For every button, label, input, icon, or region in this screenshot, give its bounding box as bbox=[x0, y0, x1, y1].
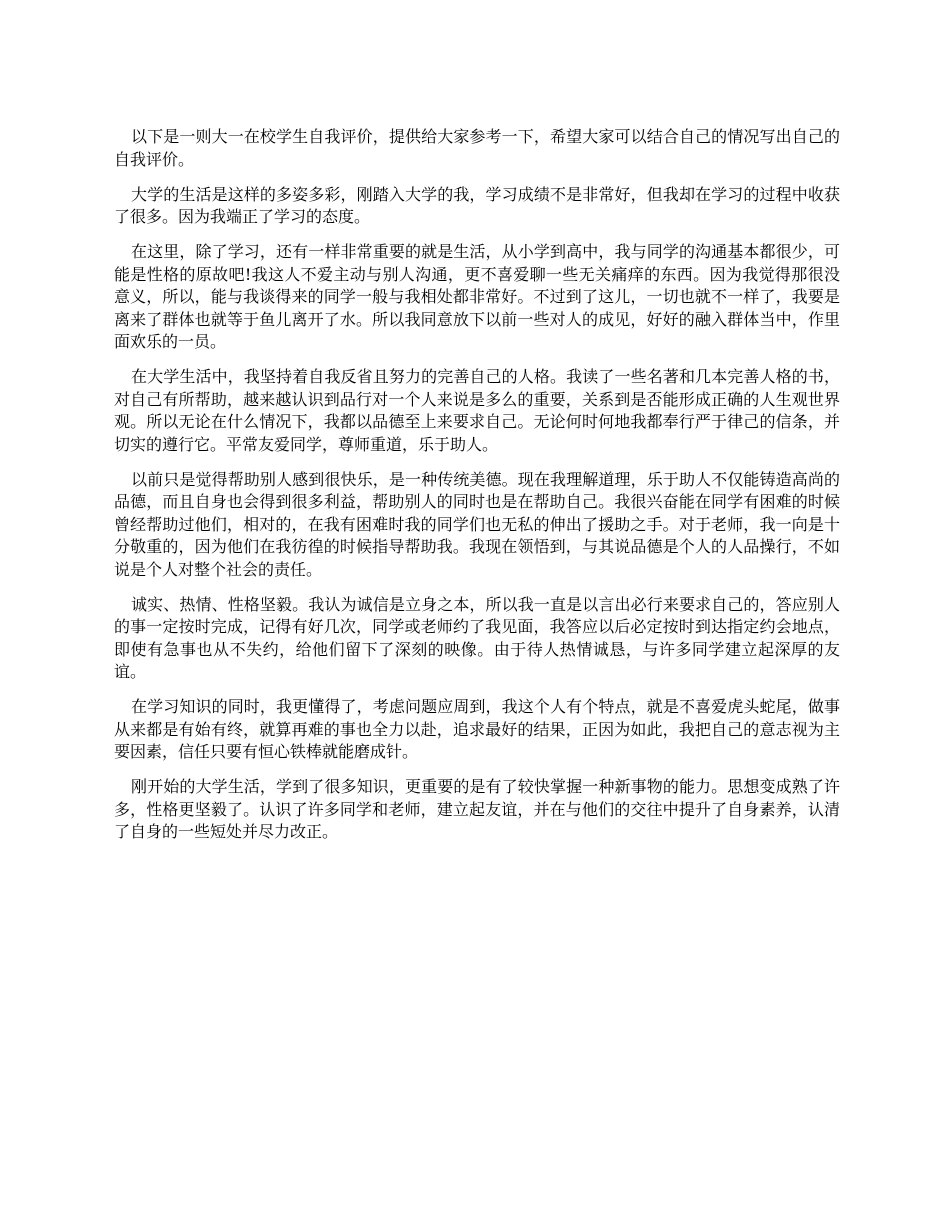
paragraph-conclusion: 刚开始的大学生活，学到了很多知识，更重要的是有了较快掌握一种新事物的能力。思想变成熟了许多，性格更坚毅了。认识了许多同学和老师，建立起友谊，并在与他们的交往中提升了自身素养，认清了自身的一些短处并尽力改正。 bbox=[114, 777, 840, 841]
document-body bbox=[114, 126, 840, 856]
paragraph-perseverance: 在学习知识的同时，我更懂得了，考虑问题应周到，我这个人有个特点，就是不喜爱虎头蛇尾，做事从来都是有始有终，就算再难的事也全力以赴，追求最好的结果，正因为如此，我把自己的意志视为主要因素，信任只要有恒心铁棒就能磨成针。 bbox=[114, 697, 840, 761]
paragraph-helping-others: 以前只是觉得帮助别人感到很快乐，是一种传统美德。现在我理解道理，乐于助人不仅能铸造高尚的品德，而且自身也会得到很多利益，帮助别人的同时也是在帮助自己。我很兴奋能在同学有困难的时候曾经帮助过他们，相对的，在我有困难时我的同学们也无私的伸出了援助之手。对于老师，我一向是十分敬重的，因为他们在我彷徨的时候指导帮助我。我现在领悟到，与其说品德是个人的人品操行，不如说是个人对整个社会的责任。 bbox=[114, 469, 840, 579]
paragraph-character: 在大学生活中，我坚持着自我反省且努力的完善自己的人格。我读了一些名著和几本完善人格的书，对自己有所帮助，越来越认识到品行对一个人来说是多么的重要，关系到是否能形成正确的人生观世界观。所以无论在什么情况下，我都以品德至上来要求自己。无论何时何地我都奉行严于律己的信条，并切实的遵行它。平常友爱同学，尊师重道，乐于助人。 bbox=[114, 367, 840, 454]
paragraph-communication: 在这里，除了学习，还有一样非常重要的就是生活，从小学到高中，我与同学的沟通基本都很少，可能是性格的原故吧!我这人不爱主动与别人沟通，更不喜爱聊一些无关痛痒的东西。因为我觉得那很没意义，所以，能与我谈得来的同学一般与我相处都非常好。不过到了这儿，一切也就不一样了，我要是离来了群体也就等于鱼儿离开了水。所以我同意放下以前一些对人的成见，好好的融入群体当中，作里面欢乐的一员。 bbox=[114, 242, 840, 351]
paragraph-honesty: 诚实、热情、性格坚毅。我认为诚信是立身之本，所以我一直是以言出必行来要求自己的，答应别人的事一定按时完成，记得有好几次，同学或老师约了我见面，我答应以后必定按时到达指定约会地点，即使有急事也从不失约，给他们留下了深刻的映像。由于待人热情诚恳，与许多同学建立起深厚的友谊。 bbox=[114, 594, 840, 681]
paragraph-college-life: 大学的生活是这样的多姿多彩，刚踏入大学的我，学习成绩不是非常好，但我却在学习的过程中收获了很多。因为我端正了学习的态度。 bbox=[114, 184, 840, 226]
paragraph-intro: 以下是一则大一在校学生自我评价，提供给大家参考一下，希望大家可以结合自己的情况写出自己的自我评价。 bbox=[114, 127, 840, 169]
